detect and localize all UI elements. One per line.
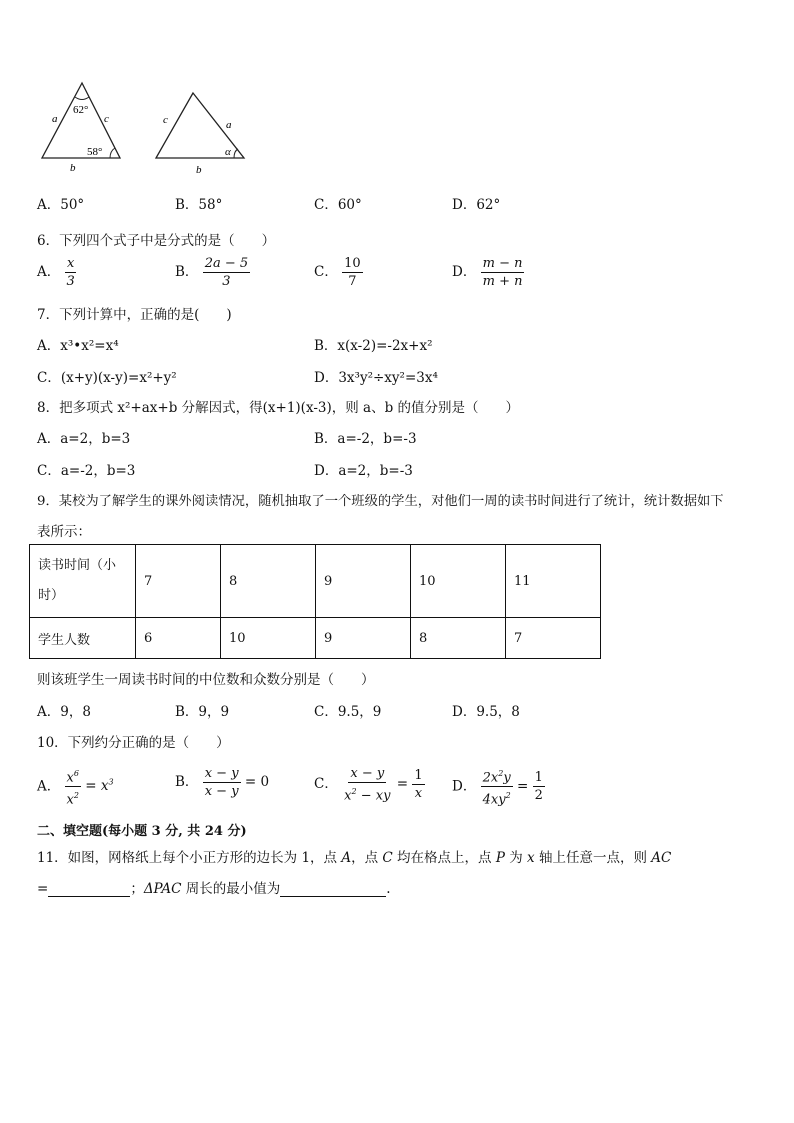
q6-option-c-label: C．: [314, 264, 338, 280]
q6-option-a-label: A．: [37, 264, 61, 280]
q7-option-b: B．x(x-2)=-2x+x²: [314, 338, 433, 354]
q9-option-a: A．9，8: [37, 704, 91, 720]
section-2-title: 二、填空题(每小题 3 分, 共 24 分): [37, 824, 247, 839]
q7-option-c: C．(x+y)(x-y)=x²+y²: [37, 370, 177, 386]
q7-option-d: D．3x³y²÷xy²=3x⁴: [314, 370, 438, 386]
q9-stem-line1: 9．某校为了解学生的课外阅读情况，随机抽取了一个班级的学生，对他们一周的读书时间进行了统计，统计数据如下: [37, 494, 724, 509]
q6-frac-d-den: m + n: [482, 274, 523, 289]
q11-text-6: 周长的最小值为: [181, 881, 281, 897]
q11-separator: ；: [130, 881, 144, 897]
q11-end: .: [386, 881, 391, 897]
q10-option-c-label: C．: [314, 776, 338, 793]
q7-option-a: A．x³•x²=x⁴: [37, 338, 119, 354]
table-header-counts: 学生人数: [30, 618, 136, 659]
q11-text-3: 均在格点上，点: [392, 850, 496, 866]
tri1-side-b: b: [70, 162, 76, 174]
q11-point-a: A: [341, 850, 352, 866]
triangles-figure: [30, 78, 270, 176]
q9-question: 则该班学生一周读书时间的中位数和众数分别是（ ）: [37, 672, 375, 688]
q8-stem: 8．把多项式 x²+ax+b 分解因式，得(x+1)(x-3)，则 a、b 的值分别是（ ）: [37, 400, 520, 416]
q6-frac-c-den: 7: [348, 274, 357, 289]
q6-option-d-label: D．: [452, 264, 477, 280]
q6-option-d: [452, 256, 524, 289]
q9-option-d: D．9.5，8: [452, 704, 520, 720]
q6-option-c: [314, 256, 363, 289]
table-cell: 8: [221, 545, 316, 618]
q5-option-d: D．62°: [452, 197, 501, 213]
q6-stem: 6．下列四个式子中是分式的是（ ）: [37, 233, 276, 249]
table-cell: 9: [316, 618, 411, 659]
q10-frac-b: $\frac{x - y}{x - y}$: [204, 766, 239, 799]
q5-option-b: B．58°: [175, 197, 223, 213]
tri1-angle-top: 62°: [73, 104, 89, 116]
q6-option-b: [175, 256, 250, 289]
q8-option-d: D．a=2，b=-3: [314, 463, 413, 479]
table-cell: 11: [506, 545, 601, 618]
q6-frac-a-den: 3: [66, 274, 75, 289]
table-cell: 8: [411, 618, 506, 659]
q6-frac-b: [203, 256, 250, 289]
q5-option-a: A．50°: [37, 197, 85, 213]
table-row-hours: [30, 545, 601, 618]
q11-x-axis: x: [527, 850, 535, 866]
q11-line1: [37, 846, 671, 866]
q6-frac-a-num: x: [67, 256, 75, 271]
q10-option-a: A． $\frac{x^6}{x^2}$ = $x^3$: [37, 766, 114, 808]
table-cell: 10: [411, 545, 506, 618]
triangle-2: [156, 93, 244, 176]
q10-frac-d: $\frac{2x^2y}{4xy^2}$: [481, 766, 513, 808]
q10-option-b: B． $\frac{x - y}{x - y}$ = 0: [175, 766, 270, 799]
q9-option-c: C．9.5，9: [314, 704, 382, 720]
table-cell: 7: [506, 618, 601, 659]
q6-option-b-label: B．: [175, 264, 199, 280]
q8-option-c: C．a=-2，b=3: [37, 463, 136, 479]
q11-equals: =: [37, 881, 49, 897]
q6-frac-b-num: 2a − 5: [204, 256, 249, 271]
q10-stem: 10．下列约分正确的是（ ）: [37, 735, 230, 751]
q10-option-a-label: A．: [37, 778, 61, 795]
q8-option-a: A．a=2，b=3: [37, 431, 131, 447]
q10-option-d-label: D．: [452, 778, 477, 795]
answer-blank-2[interactable]: [280, 882, 386, 897]
table-cell: 7: [136, 545, 221, 618]
q11-segment-ac: AC: [651, 850, 672, 866]
table-cell: 6: [136, 618, 221, 659]
table-cell: 10: [221, 618, 316, 659]
q10-frac-a: $\frac{x^6}{x^2}$: [65, 766, 81, 808]
q9-stem-line2: 表所示：: [37, 524, 91, 540]
q11-text-5: 轴上任意一点，则: [534, 850, 652, 866]
q6-frac-c-num: 10: [344, 256, 361, 271]
q11-triangle-pac: ΔPAC: [143, 881, 182, 897]
answer-blank-1[interactable]: [48, 882, 130, 897]
reading-time-table: [29, 544, 601, 659]
table-cell: 9: [316, 545, 411, 618]
tri1-angle-right: 58°: [87, 146, 103, 158]
q6-frac-b-den: 3: [222, 274, 231, 289]
q10-frac-d-result: $\frac{1}{2}$: [534, 770, 543, 804]
q10-option-b-label: B．: [175, 774, 199, 790]
q7-stem: 7．下列计算中，正确的是( ): [37, 307, 232, 323]
q11-text-4: 为: [504, 850, 528, 866]
tri1-side-a: a: [52, 113, 58, 125]
tri2-side-b: b: [196, 164, 202, 176]
tri2-angle: α: [225, 146, 231, 158]
q6-frac-d-num: m − n: [482, 256, 523, 271]
q10-frac-c: $\frac{x - y}{x^2 - xy}$: [344, 766, 391, 804]
table-header-hours-line2: 时）: [38, 588, 65, 603]
q6-option-a: [37, 256, 77, 289]
q11-point-p: P: [495, 850, 505, 866]
tri2-side-c: c: [163, 114, 168, 126]
q10-option-d: D． $\frac{2x^2y}{4xy^2}$ = $\frac{1}{2}$: [452, 766, 545, 808]
q11-line2: [37, 877, 391, 897]
q11-text-1: 11．如图，网格纸上每个小正方形的边长为 1，点: [37, 850, 342, 866]
tri1-side-c: c: [104, 113, 109, 125]
q9-option-b: B．9，9: [175, 704, 230, 720]
q6-frac-d: [481, 256, 525, 289]
q11-text-2: ，点: [351, 850, 383, 866]
q10-frac-c-result: $\frac{1}{x}$: [414, 768, 423, 802]
q10-option-c: C． $\frac{x - y}{x^2 - xy}$ = $\frac{1}{x}$: [314, 766, 423, 804]
q6-frac-a: [65, 256, 77, 289]
table-row-counts: [30, 618, 601, 659]
table-header-hours-line1: 读书时间（小: [38, 558, 117, 573]
triangle-1: [42, 83, 120, 174]
tri2-side-a: a: [226, 119, 232, 131]
q11-point-c: C: [382, 850, 393, 866]
table-header-hours: [30, 545, 136, 618]
q6-frac-c: [342, 256, 363, 289]
q5-option-c: C．60°: [314, 197, 362, 213]
q8-option-b: B．a=-2，b=-3: [314, 431, 417, 447]
